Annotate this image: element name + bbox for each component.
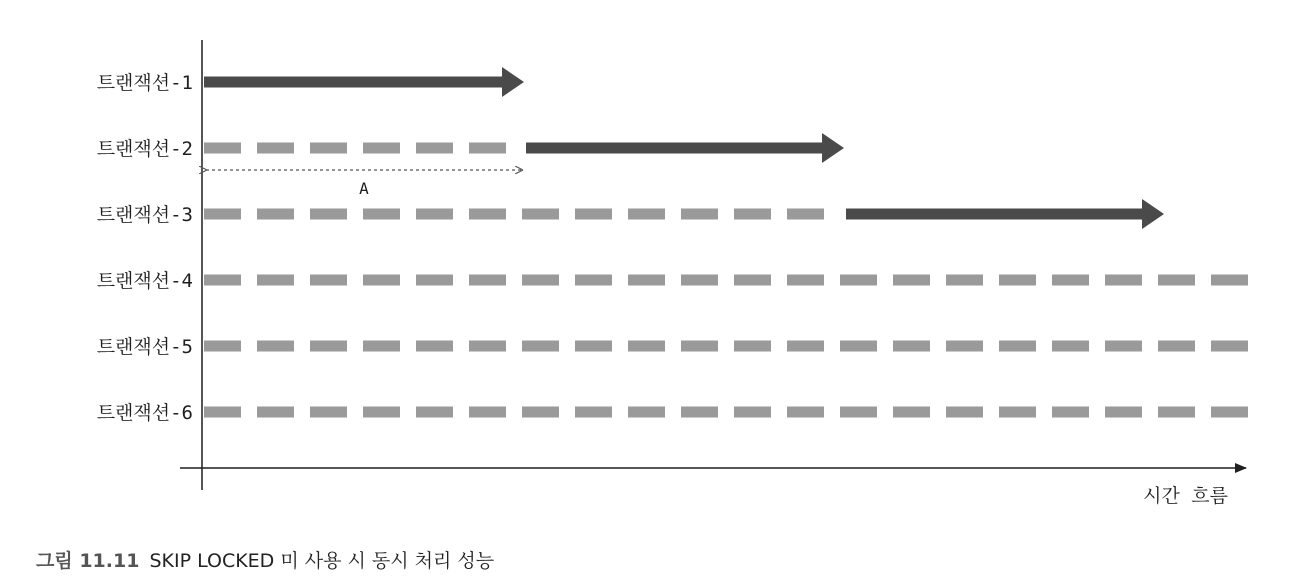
wait-duration-annotation	[206, 170, 522, 198]
wait-dash	[681, 275, 718, 286]
wait-dash	[310, 275, 347, 286]
wait-dash	[204, 407, 241, 418]
wait-dash	[999, 275, 1036, 286]
wait-dash	[310, 341, 347, 352]
transaction-label: 트랜잭션-4	[96, 270, 193, 292]
wait-dash	[575, 341, 612, 352]
wait-dash	[416, 275, 453, 286]
wait-dash	[1158, 341, 1195, 352]
wait-dash	[1052, 341, 1089, 352]
wait-dash	[734, 341, 771, 352]
wait-dash	[575, 275, 612, 286]
wait-dash	[469, 209, 506, 220]
wait-dash	[204, 341, 241, 352]
wait-duration-label: A	[359, 179, 369, 198]
wait-dash	[1211, 341, 1248, 352]
wait-dash	[204, 143, 241, 154]
wait-dash	[257, 341, 294, 352]
wait-dash	[469, 275, 506, 286]
transaction-label: 트랜잭션-5	[96, 336, 193, 358]
run-arrow-body	[204, 77, 502, 88]
run-arrow-head	[822, 133, 844, 163]
wait-dash	[1052, 407, 1089, 418]
wait-dash	[628, 209, 665, 220]
transaction-label: 트랜잭션-6	[96, 402, 193, 424]
wait-dash	[787, 407, 824, 418]
wait-dash	[416, 143, 453, 154]
wait-dash	[893, 341, 930, 352]
wait-dash	[204, 209, 241, 220]
wait-dash	[257, 407, 294, 418]
wait-dash	[522, 341, 559, 352]
wait-dash	[946, 275, 983, 286]
wait-dash	[787, 209, 824, 220]
time-axis-label: 시간 흐름	[1143, 485, 1228, 507]
run-arrow-body	[846, 209, 1142, 220]
wait-dash	[416, 209, 453, 220]
wait-dash	[310, 143, 347, 154]
wait-dash	[257, 275, 294, 286]
wait-dash	[363, 275, 400, 286]
wait-dash	[469, 407, 506, 418]
wait-dash	[1105, 341, 1142, 352]
wait-dash	[893, 407, 930, 418]
wait-dash	[1211, 407, 1248, 418]
wait-dash	[522, 275, 559, 286]
wait-dash	[363, 341, 400, 352]
wait-dash	[522, 407, 559, 418]
wait-dash	[1158, 407, 1195, 418]
wait-dash	[999, 407, 1036, 418]
timeline-rows	[97, 67, 1248, 424]
wait-dash	[946, 341, 983, 352]
wait-dash	[363, 407, 400, 418]
wait-dash	[310, 407, 347, 418]
wait-dash	[575, 407, 612, 418]
wait-dash	[522, 209, 559, 220]
wait-dash	[1052, 275, 1089, 286]
wait-dash	[999, 341, 1036, 352]
wait-dash	[734, 209, 771, 220]
wait-dash	[628, 407, 665, 418]
wait-dash	[628, 341, 665, 352]
wait-dash	[628, 275, 665, 286]
wait-dash	[469, 143, 506, 154]
wait-dash	[257, 209, 294, 220]
run-arrow-head	[502, 67, 524, 97]
figure-number: 그림 11.11	[36, 550, 140, 572]
wait-dash	[1158, 275, 1195, 286]
wait-dash	[257, 143, 294, 154]
run-arrow-body	[526, 143, 822, 154]
wait-dash	[416, 407, 453, 418]
wait-dash	[204, 275, 241, 286]
transaction-label: 트랜잭션-1	[96, 72, 193, 94]
transaction-label: 트랜잭션-2	[96, 138, 193, 160]
wait-dash	[787, 275, 824, 286]
wait-dash	[310, 209, 347, 220]
wait-dash	[734, 275, 771, 286]
wait-dash	[681, 209, 718, 220]
wait-dash	[575, 209, 612, 220]
transaction-label: 트랜잭션-3	[96, 204, 193, 226]
wait-dash	[840, 407, 877, 418]
wait-dash	[1211, 275, 1248, 286]
wait-dash	[469, 341, 506, 352]
wait-dash	[363, 143, 400, 154]
figure-caption-text: SKIP LOCKED 미 사용 시 동시 처리 성능	[149, 550, 495, 572]
wait-dash	[840, 341, 877, 352]
wait-dash	[681, 341, 718, 352]
wait-dash	[363, 209, 400, 220]
wait-dash	[787, 341, 824, 352]
wait-dash	[734, 407, 771, 418]
wait-dash	[1105, 407, 1142, 418]
wait-dash	[681, 407, 718, 418]
run-arrow-head	[1142, 199, 1164, 229]
wait-dash	[893, 275, 930, 286]
wait-dash	[946, 407, 983, 418]
wait-dash	[1105, 275, 1142, 286]
wait-dash	[416, 341, 453, 352]
figure-caption	[36, 546, 494, 573]
wait-dash	[840, 275, 877, 286]
